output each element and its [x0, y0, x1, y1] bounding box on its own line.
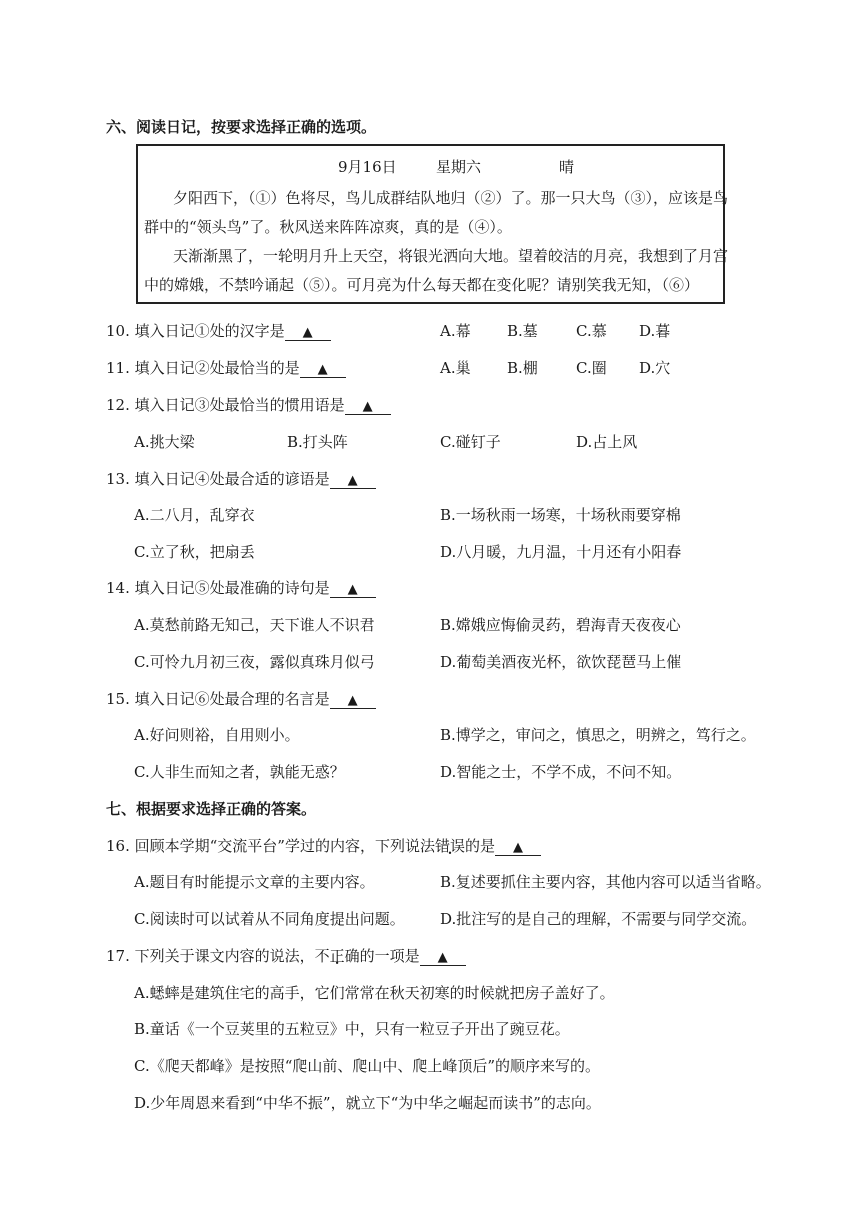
q17-option-c: C.《爬天都峰》是按照“爬山前、爬山中、爬上峰顶后”的顺序来写的。	[134, 1057, 601, 1075]
q12-option-d: D.占上风	[576, 433, 638, 451]
section-7-title: 七、根据要求选择正确的答案。	[106, 800, 317, 818]
q17-stem-pre: 17. 下列关于课文内容的说法，	[106, 947, 315, 965]
diary-paragraph-1-line-1: 夕阳西下，（①）色将尽，鸟儿成群结队地归（②）了。那一只大鸟（③），应该是鸟	[173, 189, 729, 207]
q10-option-d: D.暮	[639, 322, 671, 340]
q13-option-d: D.八月暖，九月温，十月还有小阳春	[440, 543, 682, 561]
q14-option-a: A.莫愁前路无知己，天下谁人不识君	[134, 616, 375, 634]
q15-stem-text: 15. 填入日记⑥处最合理的名言是	[106, 690, 330, 708]
q15-option-b: B.博学之，审问之，慎思之，明辨之，笃行之。	[440, 726, 756, 744]
q15-answer-blank: ▲	[330, 693, 376, 709]
q14-option-c: C.可怜九月初三夜，露似真珠月似弓	[134, 653, 375, 671]
q12-stem	[106, 394, 391, 415]
q16-option-d: D.批注写的是自己的理解，不需要与同学交流。	[440, 910, 757, 928]
q17-option-b: B.童话《一个豆荚里的五粒豆》中，只有一粒豆子开出了豌豆花。	[134, 1020, 570, 1038]
q16-stem	[106, 835, 541, 856]
q10-option-a: A.幕	[440, 322, 471, 340]
q14-answer-blank: ▲	[330, 582, 376, 598]
q16-emphasis: 错误	[434, 837, 465, 855]
q11-option-c: C.圈	[576, 359, 607, 377]
q15-option-d: D.智能之士，不学不成，不问不知。	[440, 763, 682, 781]
q13-option-b: B.一场秋雨一场寒，十场秋雨要穿棉	[440, 506, 681, 524]
q11-option-b: B.棚	[507, 359, 538, 377]
q16-stem-post: 的是	[464, 837, 495, 855]
q12-option-b: B.打头阵	[287, 433, 348, 451]
diary-weekday: 星期六	[436, 158, 482, 176]
q17-option-a: A.蟋蟀是建筑住宅的高手，它们常常在秋天初寒的时候就把房子盖好了。	[134, 984, 615, 1002]
q17-stem-post: 的一项是	[359, 947, 420, 965]
q14-option-b: B.嫦娥应悔偷灵药，碧海青天夜夜心	[440, 616, 681, 634]
q16-answer-blank: ▲	[495, 840, 541, 856]
q15-option-a: A.好问则裕，自用则小。	[134, 726, 300, 744]
q17-emphasis: 不正确	[314, 947, 360, 965]
q15-stem	[106, 688, 376, 709]
q14-stem	[106, 577, 376, 598]
q13-answer-blank: ▲	[330, 473, 376, 489]
q14-option-d: D.葡萄美酒夜光杯，欲饮琵琶马上催	[440, 653, 682, 671]
q17-stem	[106, 945, 466, 966]
q15-option-c: C.人非生而知之者，孰能无惑？	[134, 763, 345, 781]
q13-stem	[106, 468, 376, 489]
q10-option-b: B.墓	[507, 322, 538, 340]
q12-answer-blank: ▲	[345, 399, 391, 415]
q10-stem	[106, 320, 331, 341]
q16-option-a: A.题目有时能提示文章的主要内容。	[134, 873, 375, 891]
q16-option-b: B.复述要抓住主要内容，其他内容可以适当省略。	[440, 873, 771, 891]
q11-option-a: A.巢	[440, 359, 471, 377]
q12-stem-text: 12. 填入日记③处最恰当的惯用语是	[106, 396, 345, 414]
q11-option-d: D.穴	[639, 359, 671, 377]
q16-option-c: C.阅读时可以试着从不同角度提出问题。	[134, 910, 405, 928]
q11-stem-text: 11. 填入日记②处最恰当的是	[106, 359, 300, 377]
diary-paragraph-1-line-2: 群中的“领头鸟”了。秋风送来阵阵凉爽，真的是（④）。	[144, 218, 512, 236]
q11-answer-blank: ▲	[300, 362, 346, 378]
section-6-title: 六、阅读日记，按要求选择正确的选项。	[106, 118, 377, 136]
q10-answer-blank: ▲	[285, 325, 331, 341]
q17-answer-blank: ▲	[420, 950, 466, 966]
q10-option-c: C.慕	[576, 322, 607, 340]
q12-option-a: A.挑大梁	[134, 433, 195, 451]
q17-option-d: D.少年周恩来看到“中华不振”，就立下“为中华之崛起而读书”的志向。	[134, 1094, 601, 1112]
diary-paragraph-2-line-1: 天渐渐黑了，一轮明月升上天空，将银光洒向大地。望着皎洁的月亮，我想到了月宫	[173, 247, 729, 265]
diary-paragraph-2-line-2: 中的嫦娥，不禁吟诵起（⑤）。可月亮为什么每天都在变化呢？请别笑我无知，（⑥）	[144, 276, 700, 294]
q13-stem-text: 13. 填入日记④处最合适的谚语是	[106, 470, 330, 488]
q14-stem-text: 14. 填入日记⑤处最准确的诗句是	[106, 579, 330, 597]
diary-weather: 晴	[559, 158, 575, 176]
q13-option-a: A.二八月，乱穿衣	[134, 506, 255, 524]
q10-stem-text: 10. 填入日记①处的汉字是	[106, 322, 285, 340]
q12-option-c: C.碰钉子	[440, 433, 501, 451]
diary-date: 9月16日	[338, 158, 397, 176]
diary-box	[136, 144, 729, 304]
q16-stem-pre: 16. 回顾本学期“交流平台”学过的内容，下列说法	[106, 837, 435, 855]
q11-stem	[106, 357, 346, 378]
q13-option-c: C.立了秋，把扇丢	[134, 543, 255, 561]
